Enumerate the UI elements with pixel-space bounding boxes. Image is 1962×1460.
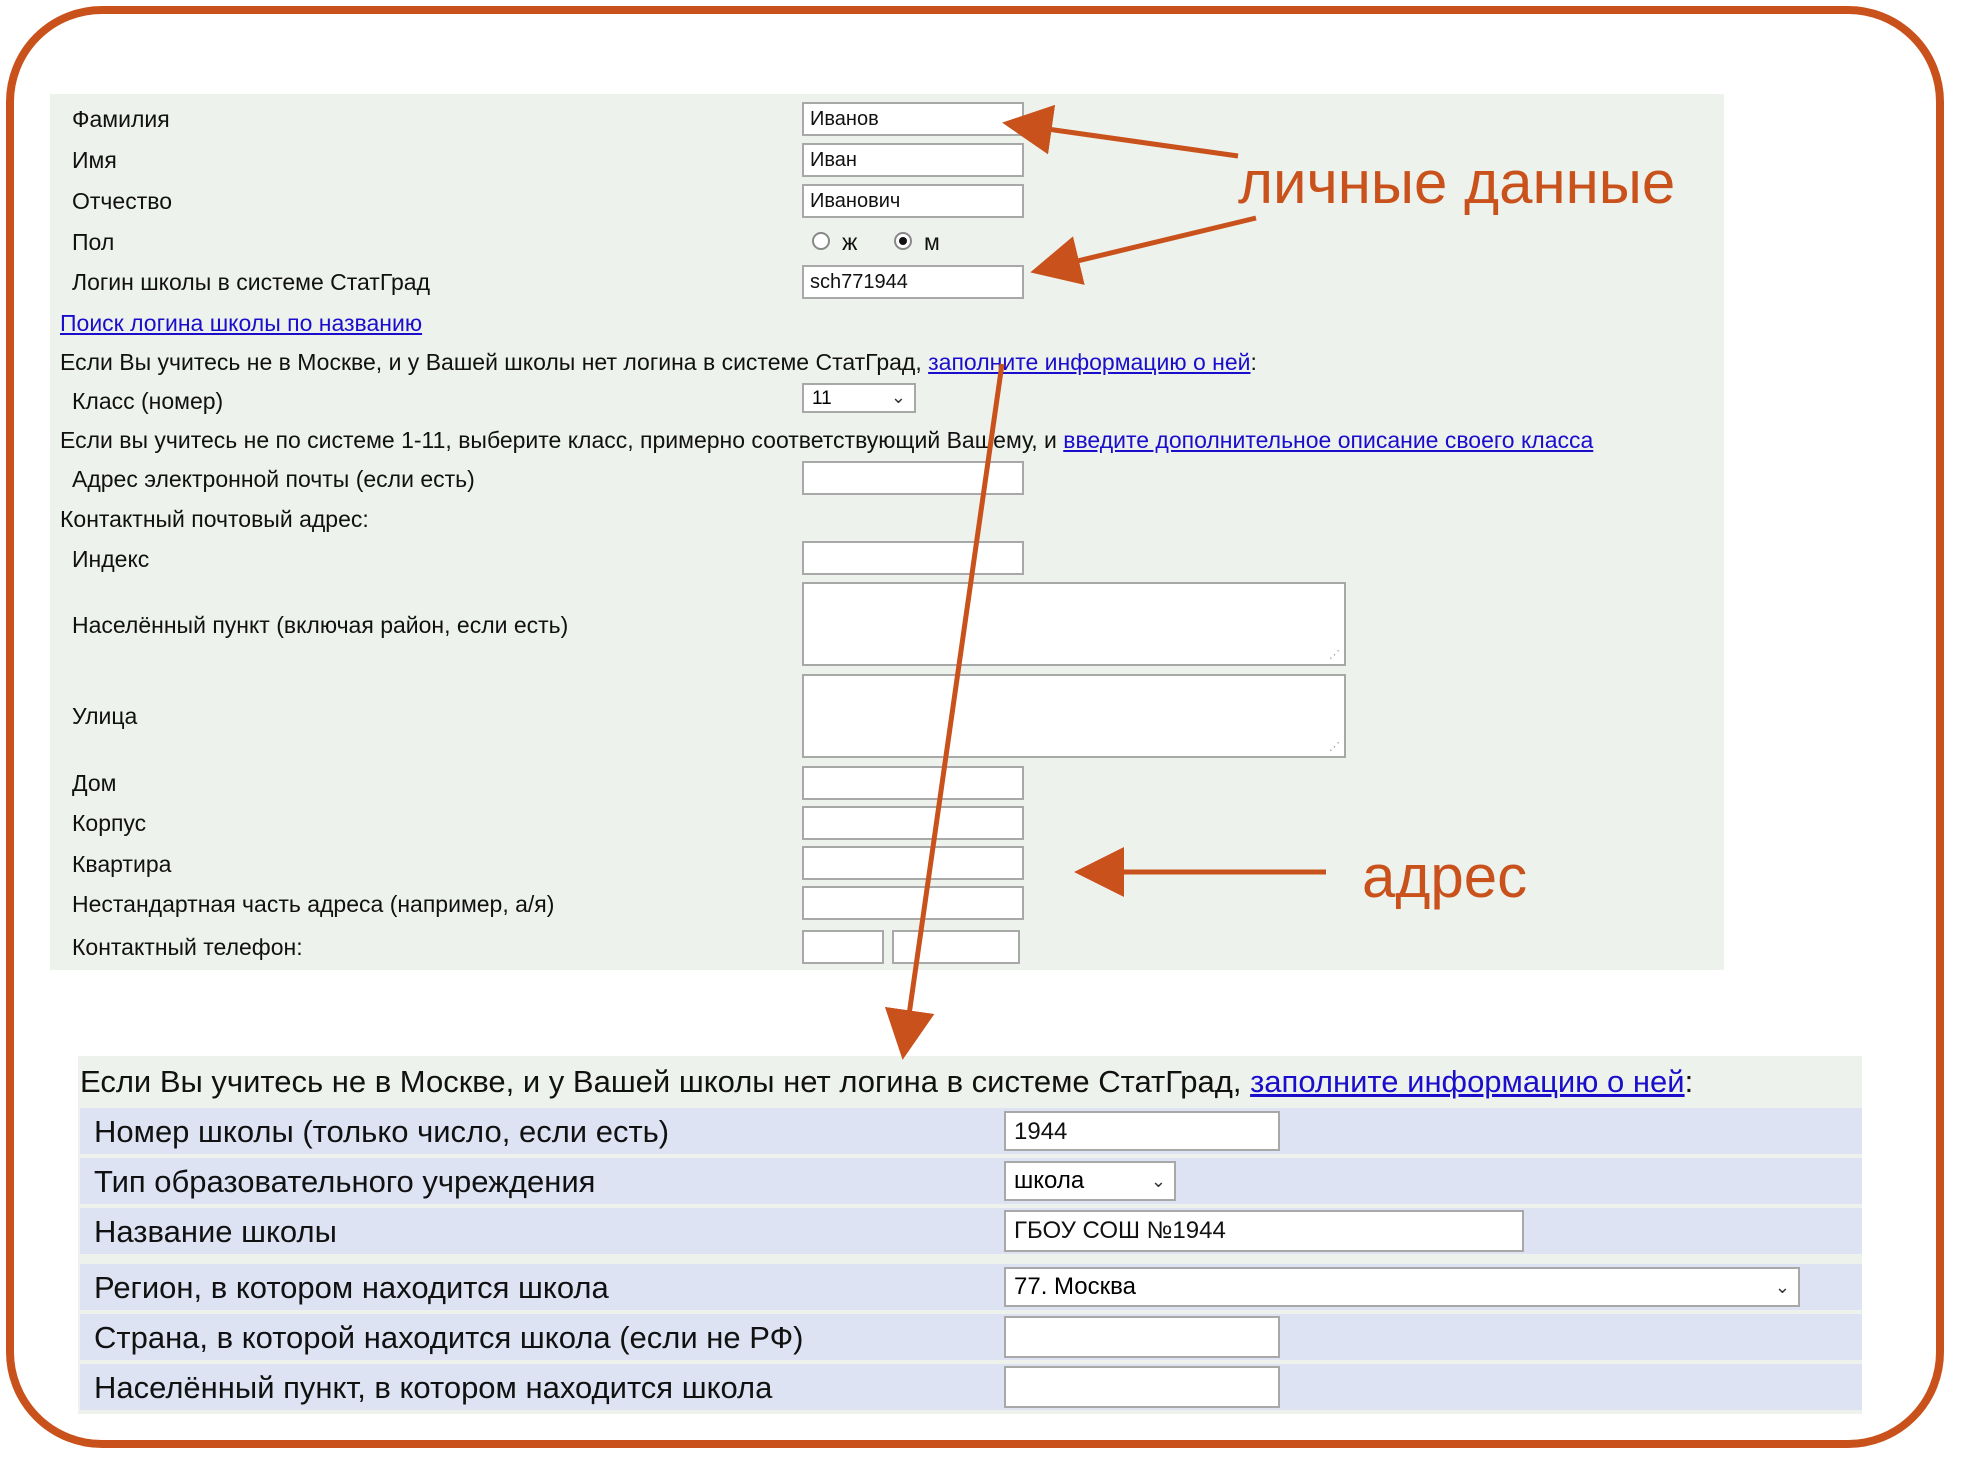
class-note-text: Если вы учитесь не по системе 1-11, выберите класс, примерно соответствующий Вашему, и [60,427,1064,453]
resize-grip-icon[interactable]: ⋰ [1329,649,1340,661]
gender-f-label: ж [842,229,858,255]
chevron-down-icon: ⌄ [1150,1171,1166,1191]
name-input[interactable]: Иван [802,143,1024,177]
country-label: Страна, в которой находится школа (если не РФ) [94,1320,804,1355]
personal-data-annotation: личные данные [1238,149,1676,216]
arrow-to-school-form [904,364,1002,1050]
school-number-label: Номер школы (только число, если есть) [94,1114,670,1149]
gender-m-label: м [924,229,940,255]
region-label: Регион, в котором находится школа [94,1270,609,1305]
school-number-input[interactable]: 1944 [1004,1111,1280,1151]
school-info-header-link[interactable]: заполните информацию о ней [1250,1064,1685,1099]
chevron-down-icon: ⌄ [1774,1277,1790,1297]
institution-type-value: школа [1014,1167,1085,1194]
address-annotation: адрес [1362,843,1528,910]
building-label: Корпус [72,810,147,836]
search-login-link[interactable]: Поиск логина школы по названию [60,310,423,336]
colon: : [1250,349,1257,375]
settlement-label: Населённый пункт, в котором находится школа [94,1370,773,1405]
resize-grip-icon[interactable]: ⋰ [1329,741,1340,753]
surname-input[interactable]: Иванов [802,102,1024,136]
patronymic-input[interactable]: Иванович [802,184,1024,218]
region-value: 77. Москва [1014,1273,1136,1300]
patronymic-label: Отчество [72,188,172,214]
apartment-label: Квартира [72,851,172,877]
house-label: Дом [72,770,117,796]
postal-address-heading: Контактный почтовый адрес: [60,506,369,532]
arrow-to-login [1040,218,1256,270]
school-login-input[interactable]: sch771944 [802,265,1024,299]
class-select-value: 11 [812,388,832,409]
gender-label: Пол [72,229,115,255]
not-moscow-text: Если Вы учитесь не в Москве, и у Вашей школы нет логина в системе СтатГрад, [60,349,929,375]
phone-label: Контактный телефон: [72,934,303,960]
school-name-input[interactable]: ГБОУ СОШ №1944 [1004,1210,1524,1252]
class-label: Класс (номер) [72,388,224,414]
colon: : [1684,1064,1694,1099]
index-label: Индекс [72,546,150,572]
surname-label: Фамилия [72,106,170,132]
locality-label: Населённый пункт (включая район, если есть) [72,612,569,638]
institution-type-label: Тип образовательного учреждения [94,1164,596,1199]
fill-school-info-link[interactable]: заполните информацию о ней [928,349,1251,375]
school-name-label: Название школы [94,1214,337,1249]
nonstandard-address-label: Нестандартная часть адреса (например, а/я) [72,891,555,917]
class-description-link[interactable]: введите дополнительное описание своего класса [1063,427,1594,453]
arrow-to-surname [1012,124,1238,156]
name-label: Имя [72,147,117,173]
school-info-header-text: Если Вы учитесь не в Москве, и у Вашей школы нет логина в системе СтатГрад, [80,1064,1251,1099]
street-label: Улица [72,703,138,729]
email-label: Адрес электронной почты (если есть) [72,466,475,492]
chevron-down-icon: ⌄ [890,387,906,407]
school-login-label: Логин школы в системе СтатГрад [72,269,431,295]
